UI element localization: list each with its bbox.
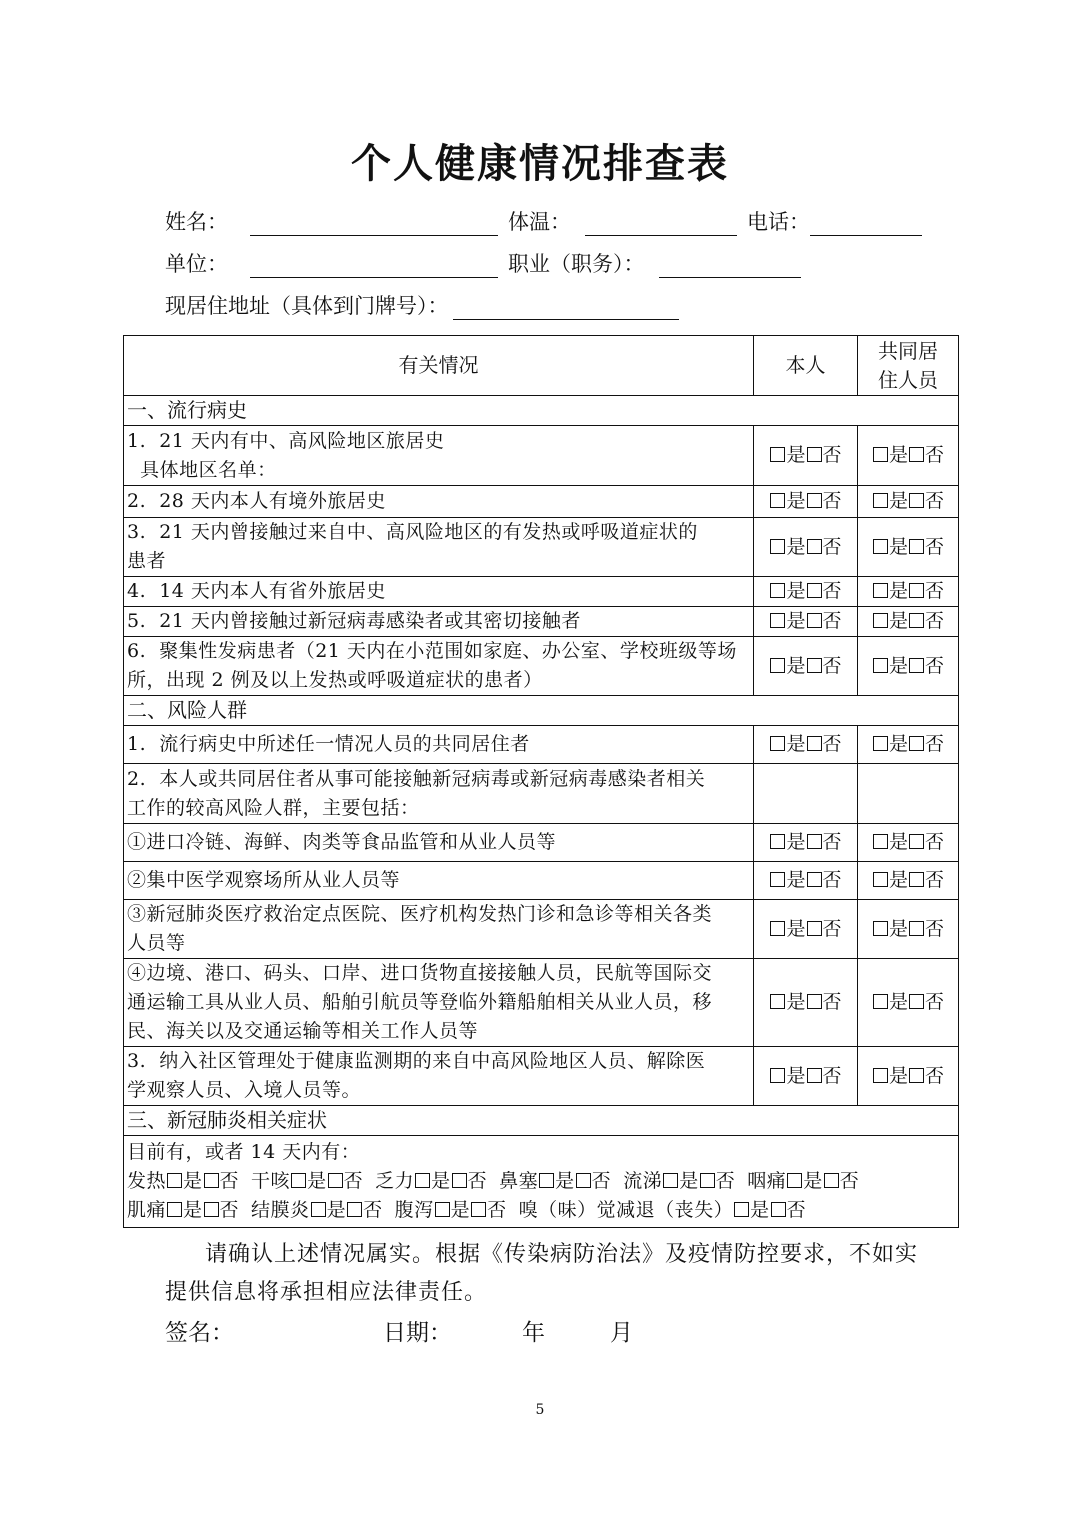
cohab-no-checkbox[interactable] xyxy=(909,447,924,462)
question-text: 3. 纳入社区管理处于健康监测期的来自中高风险地区人员、解除医 xyxy=(127,1050,706,1072)
self-no-checkbox[interactable] xyxy=(807,834,822,849)
cohab-yes-checkbox[interactable] xyxy=(873,613,888,628)
self-yes-label: 是 xyxy=(786,444,806,466)
self-no-checkbox[interactable] xyxy=(807,921,822,936)
question-text: 患者 xyxy=(127,550,167,572)
symptom-item xyxy=(519,1199,807,1221)
self-yes-checkbox[interactable] xyxy=(770,1068,785,1083)
cohab-no-checkbox[interactable] xyxy=(909,493,924,508)
symptom-yes-checkbox[interactable] xyxy=(435,1202,450,1217)
self-checkboxes xyxy=(754,900,858,959)
table-row xyxy=(124,900,959,959)
self-yes-checkbox[interactable] xyxy=(770,872,785,887)
cohab-no-checkbox[interactable] xyxy=(909,539,924,554)
question-text: 所，出现 2 例及以上发热或呼吸道症状的患者） xyxy=(127,669,543,691)
symptoms-intro: 目前有，或者 14 天内有： xyxy=(127,1141,361,1163)
section-heading-row xyxy=(124,396,959,426)
cohab-no-label: 否 xyxy=(925,535,945,558)
question-cell xyxy=(124,486,754,518)
cohab-no-label: 否 xyxy=(925,490,945,512)
self-yes-label: 是 xyxy=(786,610,806,632)
self-checkboxes xyxy=(754,726,858,764)
cohab-yes-label: 是 xyxy=(888,733,908,755)
table-row xyxy=(124,426,959,486)
cohab-checkboxes xyxy=(858,607,959,637)
self-yes-checkbox[interactable] xyxy=(770,613,785,628)
self-yes-label: 是 xyxy=(786,654,806,677)
self-no-label: 否 xyxy=(822,917,842,940)
section-heading: 三、新冠肺炎相关症状 xyxy=(124,1106,959,1136)
table-row xyxy=(124,486,959,518)
cohab-checkboxes xyxy=(858,900,959,959)
table-row xyxy=(124,726,959,764)
question-text: 4. 14 天内本人有省外旅居史 xyxy=(127,580,386,602)
question-text: 通运输工具从业人员、船舶引航员等登临外籍船舶相关从业人员，移 xyxy=(127,991,713,1013)
cohab-checkboxes xyxy=(858,577,959,607)
self-no-label: 否 xyxy=(822,444,842,466)
section-heading: 一、流行病史 xyxy=(124,396,959,426)
symptom-yes-label: 是 xyxy=(183,1199,203,1221)
symptom-no-checkbox[interactable] xyxy=(771,1202,786,1217)
question-cell xyxy=(124,1047,754,1106)
symptom-yes-label: 是 xyxy=(431,1170,451,1192)
cohab-yes-checkbox[interactable] xyxy=(873,834,888,849)
cohab-yes-label: 是 xyxy=(888,654,908,677)
cohab-no-checkbox[interactable] xyxy=(909,736,924,751)
symptom-yes-label: 是 xyxy=(750,1199,770,1221)
symptom-label: 发热 xyxy=(127,1170,167,1192)
question-cell xyxy=(124,959,754,1047)
symptom-no-checkbox[interactable] xyxy=(347,1202,362,1217)
symptom-item xyxy=(499,1170,611,1192)
self-yes-label: 是 xyxy=(786,580,806,602)
self-yes-checkbox[interactable] xyxy=(770,834,785,849)
question-text: 具体地区名单： xyxy=(127,458,277,481)
symptom-yes-checkbox[interactable] xyxy=(663,1173,678,1188)
self-yes-label: 是 xyxy=(786,733,806,755)
cohab-checkboxes xyxy=(858,518,959,577)
symptom-yes-checkbox[interactable] xyxy=(539,1173,554,1188)
symptom-item xyxy=(251,1170,363,1192)
symptom-no-checkbox[interactable] xyxy=(700,1173,715,1188)
symptom-yes-checkbox[interactable] xyxy=(415,1173,430,1188)
cohab-yes-label: 是 xyxy=(888,991,908,1013)
self-checkboxes xyxy=(754,862,858,900)
self-yes-label: 是 xyxy=(786,490,806,512)
cohab-yes-checkbox[interactable] xyxy=(873,447,888,462)
symptom-no-label: 否 xyxy=(343,1170,364,1192)
symptom-yes-checkbox[interactable] xyxy=(787,1173,802,1188)
cohab-yes-label: 是 xyxy=(888,535,908,558)
self-checkboxes xyxy=(754,518,858,577)
self-checkboxes xyxy=(754,486,858,518)
cohab-no-checkbox[interactable] xyxy=(909,613,924,628)
cohab-no-label: 否 xyxy=(925,991,945,1013)
symptom-yes-checkbox[interactable] xyxy=(167,1173,182,1188)
table-row xyxy=(124,518,959,577)
phone-label: 电话： xyxy=(747,210,810,234)
cohab-no-checkbox[interactable] xyxy=(909,994,924,1009)
self-yes-checkbox[interactable] xyxy=(770,921,785,936)
symptom-yes-checkbox[interactable] xyxy=(734,1202,749,1217)
self-yes-label: 是 xyxy=(786,991,806,1013)
cohab-yes-checkbox[interactable] xyxy=(873,736,888,751)
self-yes-checkbox[interactable] xyxy=(770,493,785,508)
symptom-label: 流涕 xyxy=(623,1170,663,1192)
self-yes-label: 是 xyxy=(786,917,806,940)
symptom-no-label: 否 xyxy=(591,1170,612,1192)
self-no-checkbox[interactable] xyxy=(807,994,822,1009)
field-row-2 xyxy=(165,244,811,278)
self-no-label: 否 xyxy=(822,733,842,755)
cohab-no-label: 否 xyxy=(925,444,945,466)
symptom-no-label: 否 xyxy=(467,1170,488,1192)
header-situation: 有关情况 xyxy=(124,336,754,396)
name-blank[interactable] xyxy=(250,209,498,236)
confirmation-text: 请确认上述情况属实。根据《传染病防治法》及疫情防控要求，不如实提供信息将承担相应法律责任。 xyxy=(165,1242,919,1305)
table-row xyxy=(124,862,959,900)
symptom-no-label: 否 xyxy=(363,1199,383,1221)
question-text: 1. 流行病史中所述任一情况人员的共同居住者 xyxy=(127,733,530,755)
self-checkboxes xyxy=(754,637,858,696)
symptom-no-label: 否 xyxy=(219,1199,240,1221)
symptom-yes-checkbox[interactable] xyxy=(291,1173,306,1188)
self-yes-checkbox[interactable] xyxy=(770,583,785,598)
question-text: 5. 21 天内曾接触过新冠病毒感染者或其密切接触者 xyxy=(127,610,581,632)
self-checkboxes xyxy=(754,824,858,862)
question-cell xyxy=(124,426,754,486)
table-row xyxy=(124,637,959,696)
cohab-no-label: 否 xyxy=(925,654,945,677)
self-no-checkbox[interactable] xyxy=(807,583,822,598)
self-no-label: 否 xyxy=(822,610,842,632)
self-no-checkbox[interactable] xyxy=(807,1068,822,1083)
question-text: 6. 聚集性发病患者（21 天内在小范围如家庭、办公室、学校班级等场 xyxy=(127,640,737,662)
phone-blank[interactable] xyxy=(810,209,922,236)
section-heading-row xyxy=(124,1106,959,1136)
symptom-item xyxy=(375,1170,487,1192)
cohab-no-label: 否 xyxy=(925,869,945,891)
unit-label: 单位： xyxy=(165,252,228,276)
self-yes-checkbox[interactable] xyxy=(770,658,785,673)
symptom-item xyxy=(623,1170,735,1192)
question-text: ①进口冷链、海鲜、肉类等食品监管和从业人员等 xyxy=(127,831,557,853)
cohab-checkboxes xyxy=(858,1047,959,1106)
cohab-yes-checkbox[interactable] xyxy=(873,658,888,673)
question-cell xyxy=(124,577,754,607)
symptom-yes-label: 是 xyxy=(326,1199,347,1221)
empty-cohab-cell xyxy=(858,764,959,824)
question-cell xyxy=(124,824,754,862)
question-text: 工作的较高风险人群，主要包括： xyxy=(127,796,420,819)
cohab-no-checkbox[interactable] xyxy=(909,658,924,673)
month-label: 月 xyxy=(610,1320,633,1346)
self-no-checkbox[interactable] xyxy=(807,539,822,554)
cohab-no-checkbox[interactable] xyxy=(909,583,924,598)
symptom-yes-label: 是 xyxy=(555,1170,575,1192)
question-cell xyxy=(124,518,754,577)
cohab-checkboxes xyxy=(858,862,959,900)
symptoms-cell xyxy=(124,1136,959,1228)
cohab-yes-label: 是 xyxy=(888,490,908,512)
cohab-no-label: 否 xyxy=(925,1064,945,1087)
form-title: 个人健康情况排查表 xyxy=(351,140,729,187)
date-label: 日期： xyxy=(383,1320,452,1346)
question-text: 学观察人员、入境人员等。 xyxy=(127,1079,362,1101)
cohab-no-label: 否 xyxy=(925,733,945,755)
cohab-yes-label: 是 xyxy=(888,917,908,940)
question-cell xyxy=(124,726,754,764)
symptom-no-checkbox[interactable] xyxy=(204,1173,219,1188)
symptom-yes-checkbox[interactable] xyxy=(311,1202,326,1217)
cohab-checkboxes xyxy=(858,726,959,764)
self-no-label: 否 xyxy=(822,654,842,677)
question-cell xyxy=(124,764,754,824)
self-no-label: 否 xyxy=(822,535,842,558)
question-cell xyxy=(124,900,754,959)
symptom-item xyxy=(127,1170,239,1192)
self-no-label: 否 xyxy=(822,869,842,891)
self-no-checkbox[interactable] xyxy=(807,872,822,887)
cohab-yes-checkbox[interactable] xyxy=(873,493,888,508)
symptom-no-checkbox[interactable] xyxy=(471,1202,486,1217)
cohab-yes-checkbox[interactable] xyxy=(873,1068,888,1083)
symptom-yes-label: 是 xyxy=(183,1170,203,1192)
symptom-yes-label: 是 xyxy=(679,1170,699,1192)
page-number: 5 xyxy=(535,1402,545,1418)
cohab-yes-checkbox[interactable] xyxy=(873,921,888,936)
section-heading-row xyxy=(124,696,959,726)
self-no-checkbox[interactable] xyxy=(807,658,822,673)
symptom-no-label: 否 xyxy=(487,1199,507,1221)
symptom-label: 嗅（味）觉减退（丧失） xyxy=(518,1199,734,1221)
question-text: 3. 21 天内曾接触过来自中、高风险地区的有发热或呼吸道症状的 xyxy=(127,521,698,543)
name-label: 姓名： xyxy=(165,210,228,234)
symptom-yes-checkbox[interactable] xyxy=(167,1202,182,1217)
symptom-no-checkbox[interactable] xyxy=(824,1173,839,1188)
self-yes-checkbox[interactable] xyxy=(770,539,785,554)
symptom-label: 腹泻 xyxy=(394,1199,434,1221)
symptom-yes-label: 是 xyxy=(450,1199,471,1221)
self-checkboxes xyxy=(754,607,858,637)
cohab-checkboxes xyxy=(858,486,959,518)
health-screening-table xyxy=(123,335,959,1228)
self-no-label: 否 xyxy=(822,1064,842,1087)
symptom-no-label: 否 xyxy=(839,1170,860,1192)
header-cohab-line1: 共同居 xyxy=(878,338,938,363)
self-no-label: 否 xyxy=(822,991,842,1013)
cohab-no-checkbox[interactable] xyxy=(909,872,924,887)
cohab-yes-label: 是 xyxy=(888,1064,908,1087)
self-yes-label: 是 xyxy=(786,869,806,891)
table-row xyxy=(124,607,959,637)
self-no-label: 否 xyxy=(822,490,842,512)
question-cell xyxy=(124,637,754,696)
cohab-yes-checkbox[interactable] xyxy=(873,583,888,598)
self-no-checkbox[interactable] xyxy=(807,613,822,628)
table-row xyxy=(124,577,959,607)
field-row-1 xyxy=(165,202,932,236)
table-header-row xyxy=(124,336,959,396)
question-text: 2. 本人或共同居住者从事可能接触新冠病毒或新冠病毒感染者相关 xyxy=(127,767,706,790)
job-label: 职业（职务）： xyxy=(508,252,645,276)
field-row-3 xyxy=(165,286,689,320)
symptom-item xyxy=(747,1170,859,1192)
header-cohab-line2: 住人员 xyxy=(878,367,938,392)
self-yes-label: 是 xyxy=(786,1064,806,1087)
cohab-yes-label: 是 xyxy=(888,831,908,853)
self-yes-checkbox[interactable] xyxy=(770,994,785,1009)
cohab-checkboxes xyxy=(858,824,959,862)
question-text: ②集中医学观察场所从业人员等 xyxy=(127,869,401,891)
question-cell xyxy=(124,862,754,900)
question-text: 人员等 xyxy=(127,932,186,954)
temp-label: 体温： xyxy=(508,210,571,234)
address-label: 现居住地址（具体到门牌号）： xyxy=(165,294,449,318)
cohab-yes-checkbox[interactable] xyxy=(873,872,888,887)
self-yes-checkbox[interactable] xyxy=(770,736,785,751)
self-checkboxes xyxy=(754,959,858,1047)
header-cohabitant xyxy=(858,336,959,396)
symptom-label: 肌痛 xyxy=(127,1199,167,1221)
cohab-no-label: 否 xyxy=(925,917,945,940)
symptom-yes-label: 是 xyxy=(803,1170,823,1192)
self-yes-label: 是 xyxy=(786,535,806,558)
cohab-no-label: 否 xyxy=(925,610,945,632)
symptom-label: 干咳 xyxy=(251,1170,291,1192)
question-cell xyxy=(124,607,754,637)
self-checkboxes xyxy=(754,1047,858,1106)
signature-label: 签名： xyxy=(165,1320,234,1346)
cohab-yes-checkbox[interactable] xyxy=(873,539,888,554)
symptom-no-checkbox[interactable] xyxy=(452,1173,467,1188)
self-no-label: 否 xyxy=(822,580,842,602)
symptom-item xyxy=(127,1199,239,1221)
cohab-checkboxes xyxy=(858,426,959,486)
question-text: ③新冠肺炎医疗救治定点医院、医疗机构发热门诊和急诊等相关各类 xyxy=(127,903,713,925)
cohab-no-checkbox[interactable] xyxy=(909,834,924,849)
self-no-checkbox[interactable] xyxy=(807,447,822,462)
question-text: ④边境、港口、码头、口岸、进口货物直接接触人员，民航等国际交 xyxy=(127,962,713,984)
symptom-no-label: 否 xyxy=(786,1199,807,1221)
table-row xyxy=(124,764,959,824)
cohab-checkboxes xyxy=(858,959,959,1047)
symptom-no-checkbox[interactable] xyxy=(328,1173,343,1188)
cohab-yes-label: 是 xyxy=(888,580,908,602)
year-label: 年 xyxy=(522,1320,545,1346)
question-text: 2. 28 天内本人有境外旅居史 xyxy=(127,490,386,512)
section-heading: 二、风险人群 xyxy=(124,696,959,726)
symptom-no-label: 否 xyxy=(219,1170,240,1192)
cohab-no-label: 否 xyxy=(925,831,945,853)
self-yes-checkbox[interactable] xyxy=(770,447,785,462)
symptom-no-checkbox[interactable] xyxy=(576,1173,591,1188)
question-text: 1. 21 天内有中、高风险地区旅居史 xyxy=(127,429,445,452)
job-blank[interactable] xyxy=(659,251,801,278)
symptom-item xyxy=(251,1199,383,1221)
self-no-checkbox[interactable] xyxy=(807,736,822,751)
table-row xyxy=(124,824,959,862)
cohab-no-checkbox[interactable] xyxy=(909,1068,924,1083)
cohab-checkboxes xyxy=(858,637,959,696)
table-row xyxy=(124,1047,959,1106)
temp-blank[interactable] xyxy=(585,209,737,236)
table-body xyxy=(124,336,959,1228)
symptoms-row xyxy=(124,1136,959,1228)
self-no-checkbox[interactable] xyxy=(807,493,822,508)
cohab-yes-label: 是 xyxy=(888,869,908,891)
table-row xyxy=(124,959,959,1047)
unit-blank[interactable] xyxy=(250,251,498,278)
symptom-no-label: 否 xyxy=(715,1170,736,1192)
self-checkboxes xyxy=(754,426,858,486)
symptom-label: 乏力 xyxy=(375,1170,415,1192)
self-checkboxes xyxy=(754,577,858,607)
self-yes-label: 是 xyxy=(786,831,806,853)
cohab-yes-label: 是 xyxy=(888,610,908,632)
address-blank[interactable] xyxy=(453,293,679,320)
symptom-item xyxy=(395,1199,507,1221)
header-self: 本人 xyxy=(754,336,858,396)
symptom-label: 鼻塞 xyxy=(499,1170,539,1192)
cohab-yes-label: 是 xyxy=(888,444,908,466)
symptom-label: 结膜炎 xyxy=(251,1199,310,1221)
self-no-label: 否 xyxy=(822,831,842,853)
cohab-no-checkbox[interactable] xyxy=(909,921,924,936)
symptom-label: 咽痛 xyxy=(747,1170,787,1192)
empty-self-cell xyxy=(754,764,858,824)
question-text: 民、海关以及交通运输等相关工作人员等 xyxy=(127,1020,479,1042)
cohab-no-label: 否 xyxy=(925,580,945,602)
symptom-yes-label: 是 xyxy=(307,1170,327,1192)
cohab-yes-checkbox[interactable] xyxy=(873,994,888,1009)
symptom-no-checkbox[interactable] xyxy=(204,1202,219,1217)
